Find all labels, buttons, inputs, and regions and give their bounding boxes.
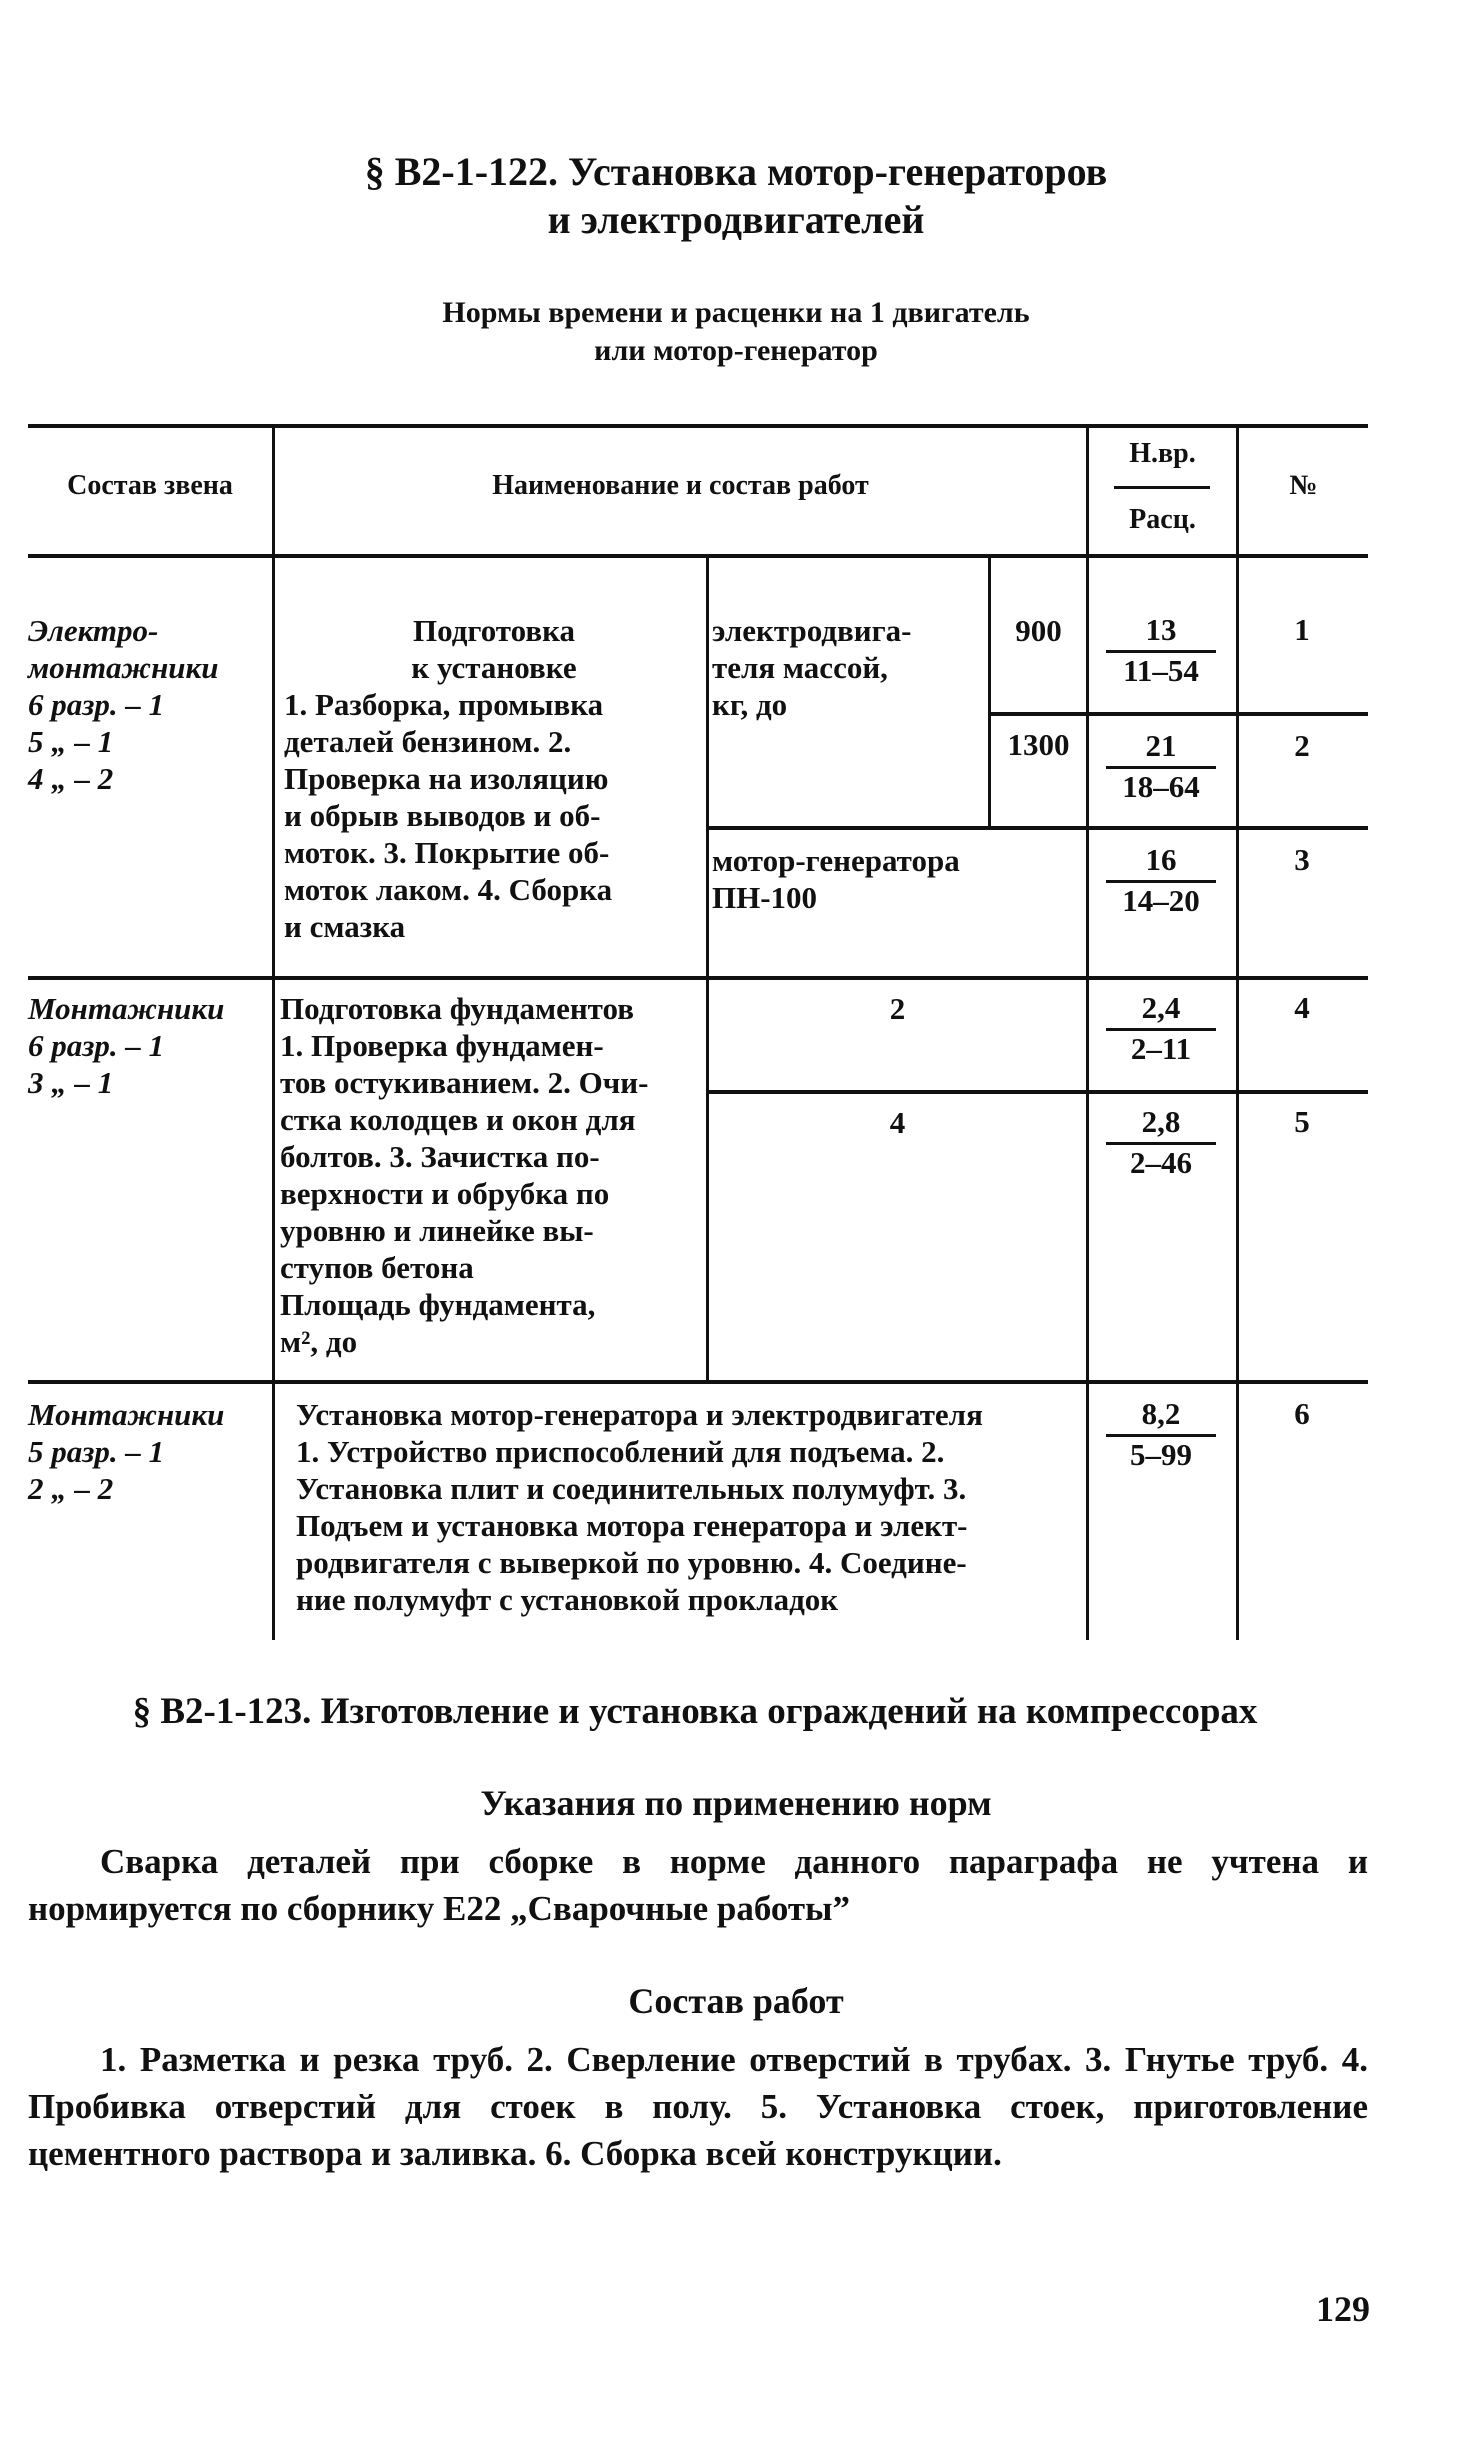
norm-price-cell: $\frac{13}{11-54}$ [1106, 612, 1216, 689]
section-title-line2: и электродвигателей [547, 197, 925, 242]
group1-bottom-rule [28, 976, 1368, 980]
group2-work: Подготовка фундаментов 1. Проверка фундамен- тов остукиванием. 2. Очи- стка колодцев и окон для болтов. 3. Зачистка по- верхности и обрубка по уровню и линейке вы- ступов бетона Площадь фундамента, м², до [280, 991, 649, 1359]
section-title-line1: § В2-1-122. Установка мотор-генераторов [364, 149, 1108, 194]
param-column-rule [988, 554, 991, 826]
work-column-rule [706, 554, 709, 1380]
param-cell: 1300 [1007, 727, 1070, 762]
guidance-text: Сварка деталей при сборке в норме данного параграфа не учтена и нормируется по сборнику Е22 „Сварочные работы” [28, 1842, 1368, 1928]
table-caption-line1: Нормы времени и расценки на 1 двигатель [442, 296, 1030, 329]
group2-row-rule [708, 1090, 1368, 1094]
group3-work: Установка мотор-генератора и электродвигателя 1. Устройство приспособлений для подъема. 2. Установка плит и соединительных полумуфт. 3. Подъем и установка мотора генератора и элект- родвигателя с выверкой по уровню. 4. Соедине- ние полумуфт с установкой прокладок [296, 1397, 983, 1617]
table-top-rule [28, 424, 1368, 428]
norm-price-cell: $\frac{8,2}{5-99}$ [1106, 1396, 1216, 1473]
header-crew: Состав звена [67, 470, 233, 501]
row-number: 6 [1294, 1396, 1310, 1431]
header-bottom-rule [28, 554, 1368, 558]
norm-price-cell: $\frac{2,4}{2-11}$ [1106, 990, 1216, 1067]
group1-object-generator: мотор-генератора ПН-100 [712, 843, 960, 915]
guidance-heading: Указания по применению норм [480, 1783, 992, 1823]
norm-price-cell: $\frac{21}{18-64}$ [1106, 728, 1216, 805]
group1-object-motor: электродвига- теля массой, кг, до [712, 613, 912, 722]
row-number: 5 [1294, 1104, 1310, 1139]
norm-price-cell: $\frac{16}{14-20}$ [1106, 842, 1216, 919]
group1-work: Подготовка к установке 1. Разборка, промывка деталей бензином. 2. Проверка на изоляцию и обрыв выводов и об- моток. 3. Покрытие об- моток лаком. 4. Сборка и смазка [284, 613, 613, 944]
header-number: № [1289, 470, 1318, 501]
group1-row-rule [990, 712, 1368, 716]
table-caption-line2: или мотор-генератор [594, 334, 878, 367]
works-text: 1. Разметка и резка труб. 2. Сверление отверстий в трубах. 3. Гнутье труб. 4. Пробивка отверстий для стоек в полу. 5. Установка стоек, приготовление цементного раствора и заливка. 6. Сборка всей конструкции. [28, 2040, 1368, 2173]
group2-bottom-rule [28, 1380, 1368, 1384]
header-price: Расц. [1129, 504, 1196, 535]
header-norm: Н.вр. [1129, 438, 1196, 469]
norm-column-rule-left [1086, 424, 1089, 1640]
row-number: 4 [1294, 990, 1310, 1025]
group2-crew: Монтажники 6 разр. – 1 3 „ – 1 [28, 991, 225, 1100]
header-work: Наименование и состав работ [492, 470, 869, 501]
crew-column-rule [272, 424, 275, 1640]
norm-column-rule-right [1236, 424, 1239, 1640]
works-heading: Состав работ [628, 1981, 844, 2021]
row-number: 1 [1294, 612, 1310, 647]
group3-crew: Монтажники 5 разр. – 1 2 „ – 2 [28, 1397, 225, 1506]
param-cell: 4 [889, 1105, 906, 1140]
page-number: 129 [1316, 2289, 1370, 2329]
row-number: 2 [1294, 728, 1310, 763]
header-norm-divider [1114, 486, 1210, 489]
norm-price-cell: $\frac{2,8}{2-46}$ [1106, 1104, 1216, 1181]
param-cell: 900 [1015, 613, 1062, 648]
group1-crew: Электро- монтажники 6 разр. – 1 5 „ – 1 4 „ – 2 [28, 613, 219, 796]
row-number: 3 [1294, 842, 1310, 877]
section2-title: § В2-1-123. Изготовление и установка ограждений на компрессорах [132, 1691, 1258, 1732]
group1-inner-rule [708, 826, 1368, 830]
param-cell: 2 [889, 991, 906, 1026]
